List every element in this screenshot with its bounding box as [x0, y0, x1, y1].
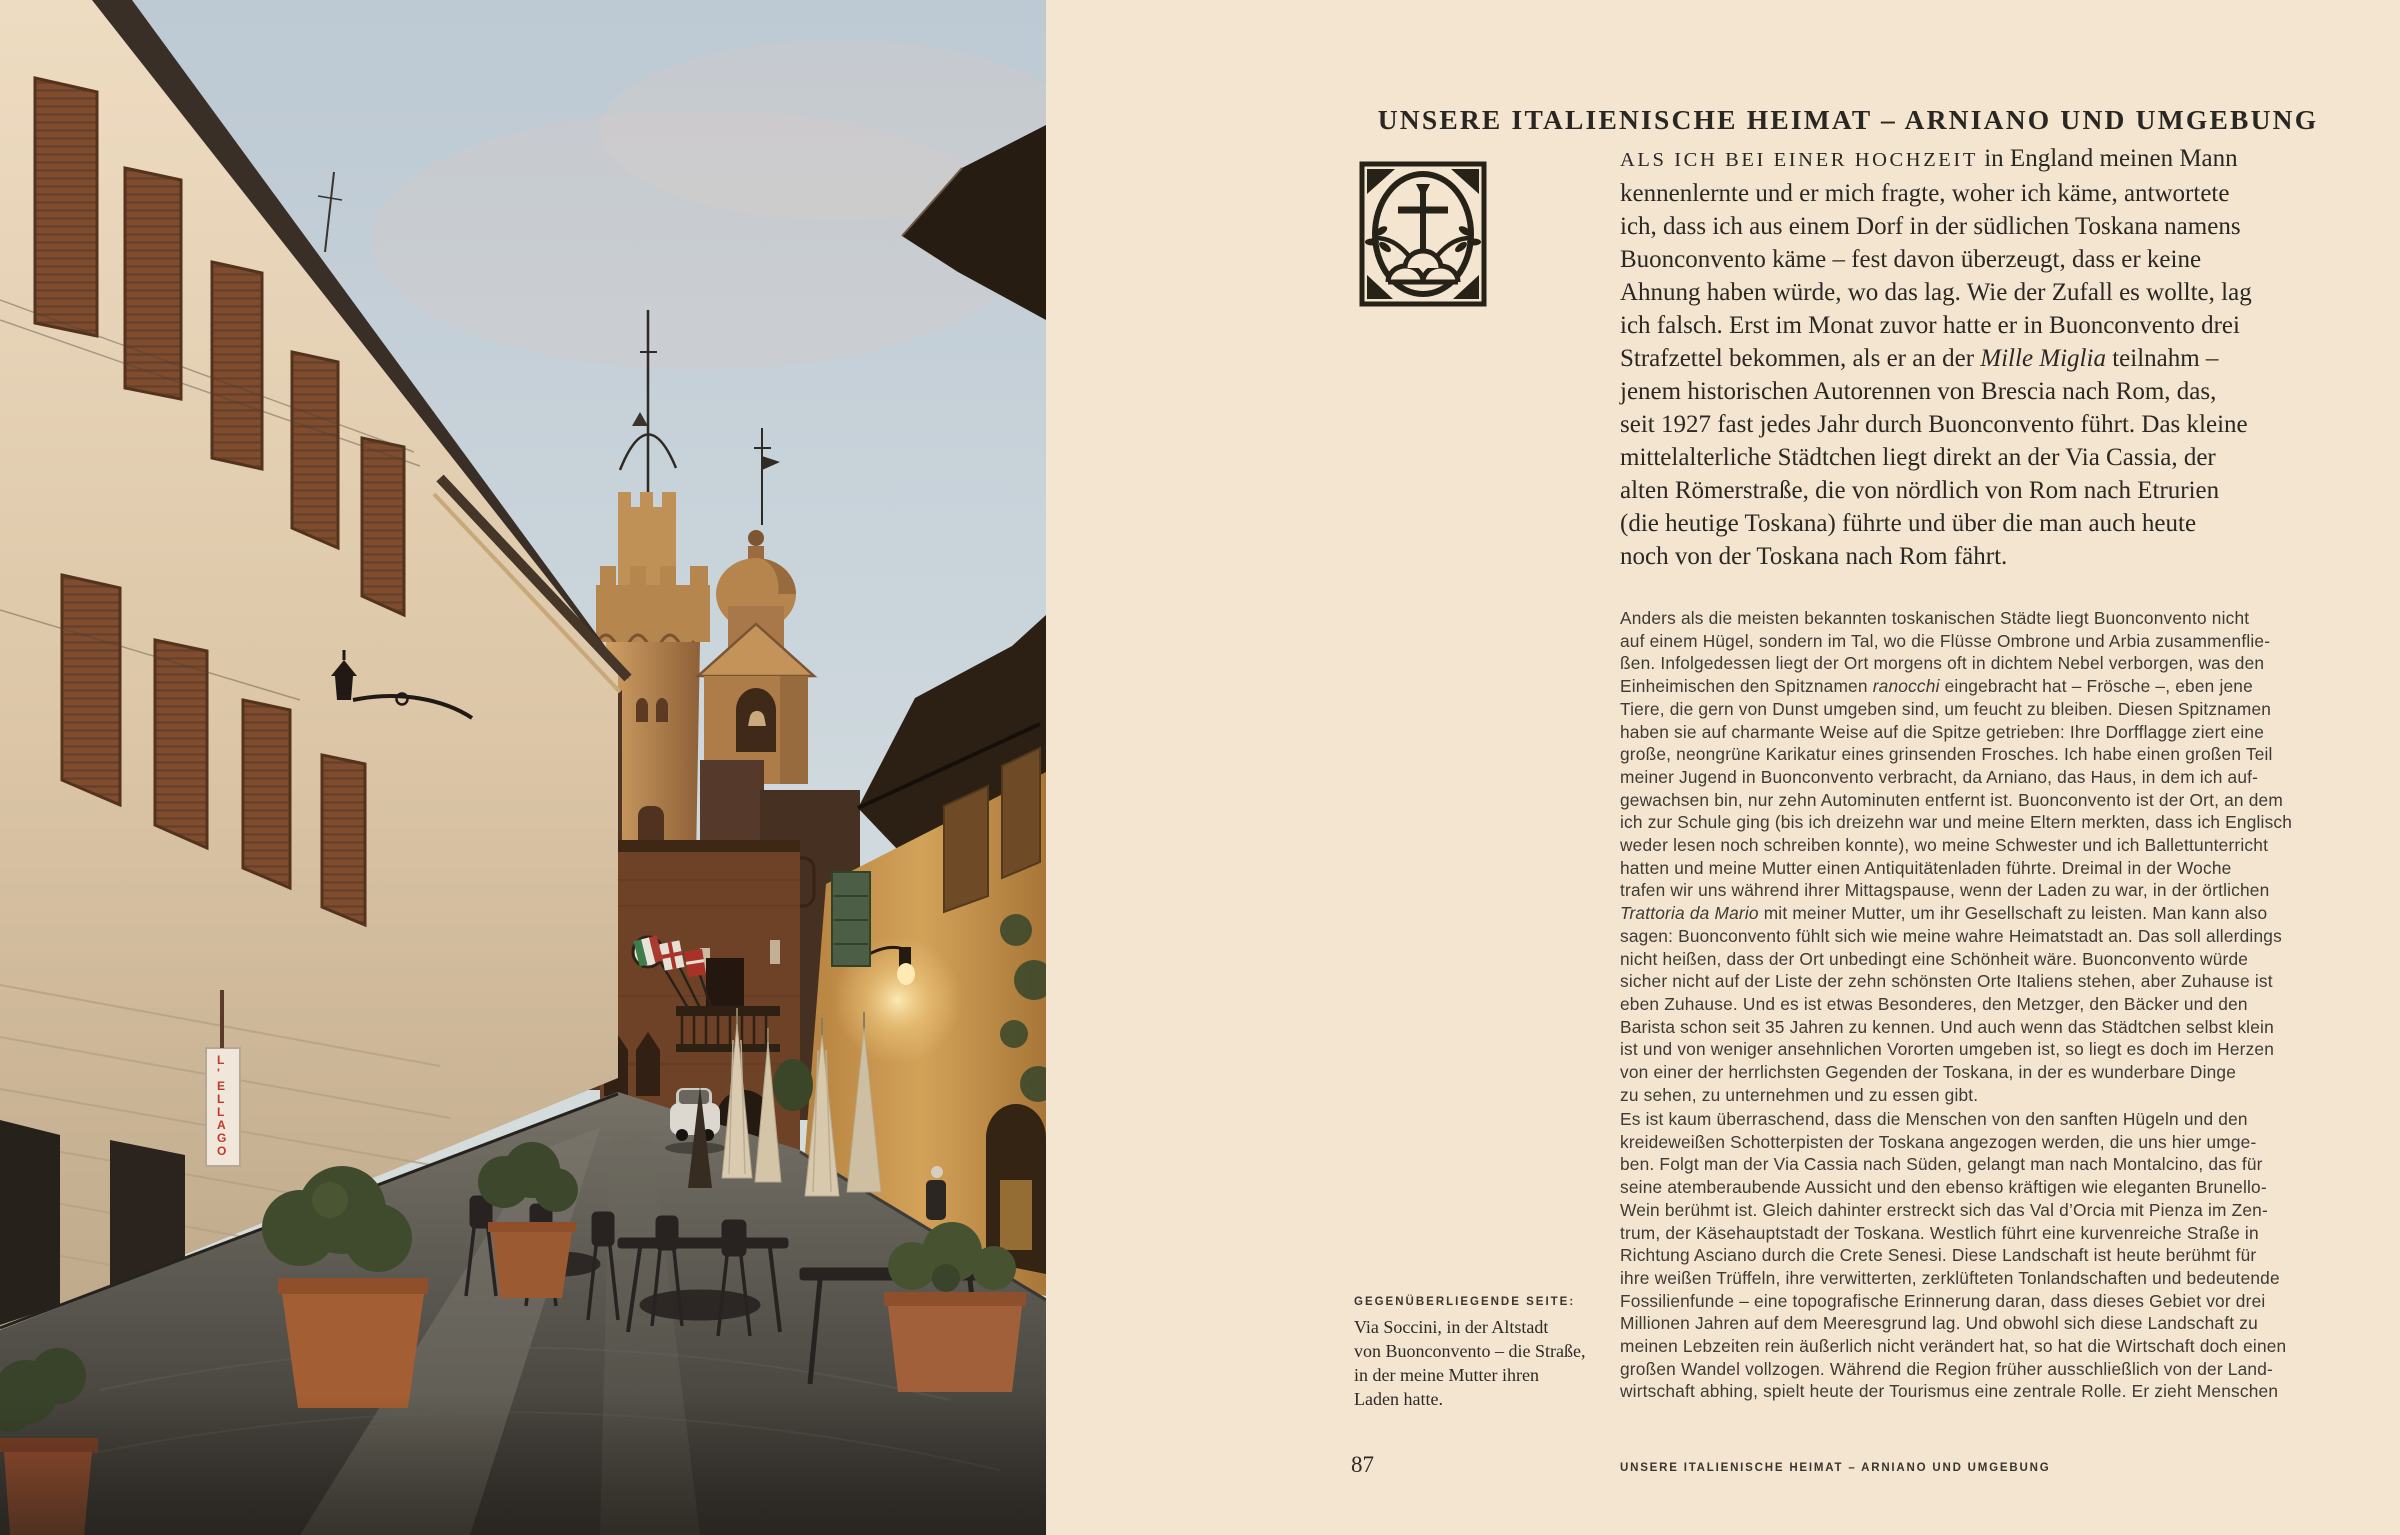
- body-paragraph-2: [1620, 1108, 2365, 1403]
- text-line: in der meine Mutter ihren: [1354, 1365, 1539, 1385]
- text-line: ßen. Infolgedessen liegt der Ort morgens oft in dichtem Nebel verborgen, was den: [1620, 653, 2265, 674]
- text-line: seine atemberaubende Aussicht und den ebenso kräftigen wie eleganten Brunello-: [1620, 1177, 2267, 1198]
- text-line: kennenlernte und er mich fragte, woher ich käme, antwortete: [1620, 180, 2230, 207]
- text-line: trum, der Käsehauptstadt der Toskana. Westlich führt eine kurvenreiche Straße in: [1620, 1222, 2259, 1243]
- text-line: noch von der Toskana nach Rom fährt.: [1620, 543, 2008, 570]
- text-line: nicht heißen, dass der Ort unbedingt eine Schönheit wäre. Buonconvento würde: [1620, 948, 2249, 969]
- shop-sign-text: L ' E L L A G O: [217, 1053, 227, 1158]
- woodcut-ornament-icon: [1357, 158, 1489, 310]
- text-line: eben Zuhause. Und es ist etwas Besonderes, den Metzger, den Bäcker und den: [1620, 993, 2248, 1014]
- running-footer: UNSERE ITALIENISCHE HEIMAT – ARNIANO UND UMGEBUNG: [1620, 1462, 2051, 1474]
- foreground-shadow: [0, 1395, 1046, 1535]
- text-line: Richtung Asciano durch die Crete Senesi. Diese Landschaft ist heute berühmt für: [1620, 1245, 2257, 1266]
- text-line: meiner Jugend in Buonconvento verbracht, da Arniano, das Haus, in dem ich auf-: [1620, 766, 2259, 787]
- text-line: weder lesen noch schreiben konnte), wo meine Schwester und ich Ballettunterricht: [1620, 835, 2269, 856]
- text-line: wirtschaft abhing, spielt heute der Tourismus eine zentrale Rolle. Er zieht Menschen: [1620, 1381, 2279, 1402]
- street-photo: [0, 0, 1046, 1535]
- text-line: von einer der herrlichsten Gegenden der Toskana, in der es wunderbare Dinge: [1620, 1062, 2237, 1083]
- text-line: hatten und meine Mutter einen Antiquitätenladen führte. Dreimal in der Woche: [1620, 857, 2232, 878]
- text-line: Buonconvento käme – fest davon überzeugt, dass er keine: [1620, 246, 2202, 273]
- caption-label: GEGENÜBERLIEGENDE SEITE:: [1354, 1296, 1576, 1308]
- text-line: sicher nicht auf der Liste der zehn schönsten Orte Italiens stehen, aber Zuhause ist: [1620, 971, 2273, 992]
- green-shutter: [832, 872, 870, 966]
- small-tree: [773, 1059, 813, 1111]
- text-line: Fossilienfunde – eine topografische Erinnerung daran, dass dieses Gebiet vor drei: [1620, 1290, 2266, 1311]
- intro-paragraph: [1620, 142, 2360, 573]
- text-line: Anders als die meisten bekannten toskanischen Städte liegt Buonconvento nicht: [1620, 608, 2250, 628]
- text-line: Via Soccini, in der Altstadt: [1354, 1317, 1549, 1337]
- chapter-title: UNSERE ITALIENISCHE HEIMAT – ARNIANO UND UMGEBUNG: [1377, 104, 2319, 136]
- text-line: jenem historischen Autorennen von Brescia nach Rom, das,: [1620, 378, 2217, 405]
- text-line: Millionen Jahren auf dem Meeresgrund lag. Und obwohl sich diese Landschaft zu: [1620, 1313, 2258, 1334]
- text-line: trafen wir uns während ihrer Mittagspause, wenn der Laden zu war, in der örtlichen: [1620, 880, 2270, 901]
- text-line: meinen Lebzeiten rein äußerlich nicht verändert hat, so hat die Wirtschaft doch einen: [1620, 1336, 2287, 1357]
- text-line: Tiere, die gern von Dunst umgeben sind, um feucht zu bleiben. Diesen Spitznamen: [1620, 698, 2272, 719]
- text-line: sagen: Buonconvento fühlt sich wie meine wahre Heimatstadt an. Das soll allerdings: [1620, 925, 2282, 946]
- text-line: kreideweißen Schotterpisten der Toskana angezogen werden, die uns hier umge-: [1620, 1131, 2257, 1152]
- text-line: gewachsen bin, nur zehn Autominuten entfernt ist. Buonconvento ist der Ort, an dem: [1620, 789, 2283, 810]
- page-number: 87: [1351, 1452, 1374, 1477]
- text-line: ALS ICH BEI EINER HOCHZEIT in England meinen Mann: [1620, 145, 2238, 172]
- text-line: mittelalterliche Städtchen liegt direkt an der Via Cassia, der: [1620, 444, 2216, 471]
- text-line: Wein berühmt ist. Gleich dahinter erstreckt sich das Val d’Orcia mit Pienza im Zen-: [1620, 1199, 2268, 1220]
- text-line: Barista schon seit 35 Jahren zu kennen. Und auch wenn das Städtchen selbst klein: [1620, 1016, 2274, 1037]
- text-line: auf einem Hügel, sondern im Tal, wo die Flüsse Ombrone und Arbia zusammenflie-: [1620, 630, 2271, 651]
- photo-caption: [1354, 1315, 1585, 1411]
- text-line: Es ist kaum überraschend, dass die Menschen von den sanften Hügeln und den: [1620, 1109, 2248, 1129]
- text-line: große, neongrüne Karikatur eines grinsenden Frosches. Ich habe einen großen Teil: [1620, 744, 2273, 765]
- text-line: alten Römerstraße, die von nördlich von Rom nach Etrurien: [1620, 477, 2220, 504]
- text-line: Trattoria da Mario mit meiner Mutter, um ihr Gesellschaft zu leisten. Man kann also: [1620, 903, 2268, 924]
- body-paragraph-1: [1620, 607, 2365, 1106]
- text-line: ben. Folgt man der Via Cassia nach Süden, gelangt man nach Montalcino, das für: [1620, 1154, 2263, 1175]
- small-caps-lead: ALS ICH BEI EINER HOCHZEIT: [1620, 149, 1978, 171]
- text-line: (die heutige Toskana) führte und über die man auch heute: [1620, 510, 2197, 537]
- text-line: Ahnung haben würde, wo das lag. Wie der Zufall es wollte, lag: [1620, 279, 2252, 306]
- text-line: zu sehen, zu unternehmen und zu essen gibt.: [1620, 1084, 1979, 1105]
- text-line: großen Wandel vollzogen. Während die Region früher ausschließlich von der Land-: [1620, 1358, 2273, 1379]
- text-line: ist und von weniger ansehnlichen Vororten umgeben ist, so liegt es doch im Herzen: [1620, 1039, 2275, 1060]
- text-line: ich zur Schule ging (bis ich dreizehn war und meine Eltern merkten, dass ich Englisch: [1620, 812, 2293, 833]
- text-line: Laden hatte.: [1354, 1389, 1443, 1409]
- text-line: Strafzettel bekommen, als er an der Mille Miglia teilnahm –: [1620, 345, 2219, 372]
- text-line: ich, dass ich aus einem Dorf in der südlichen Toskana namens: [1620, 213, 2241, 240]
- text-line: ihre weißen Trüffeln, ihre verwitterten, zerklüfteten Tonlandschaften und bedeutende: [1620, 1267, 2280, 1288]
- text-line: seit 1927 fast jedes Jahr durch Buonconvento führt. Das kleine: [1620, 411, 2248, 438]
- text-line: ich falsch. Erst im Monat zuvor hatte er in Buonconvento drei: [1620, 312, 2240, 339]
- text-line: haben sie auf charmante Weise auf die Spitze getrieben: Ihre Dorfflagge ziert eine: [1620, 721, 2265, 742]
- text-line: von Buonconvento – die Straße,: [1354, 1341, 1586, 1361]
- text-line: Einheimischen den Spitznamen ranocchi eingebracht hat – Frösche –, eben jene: [1620, 676, 2253, 697]
